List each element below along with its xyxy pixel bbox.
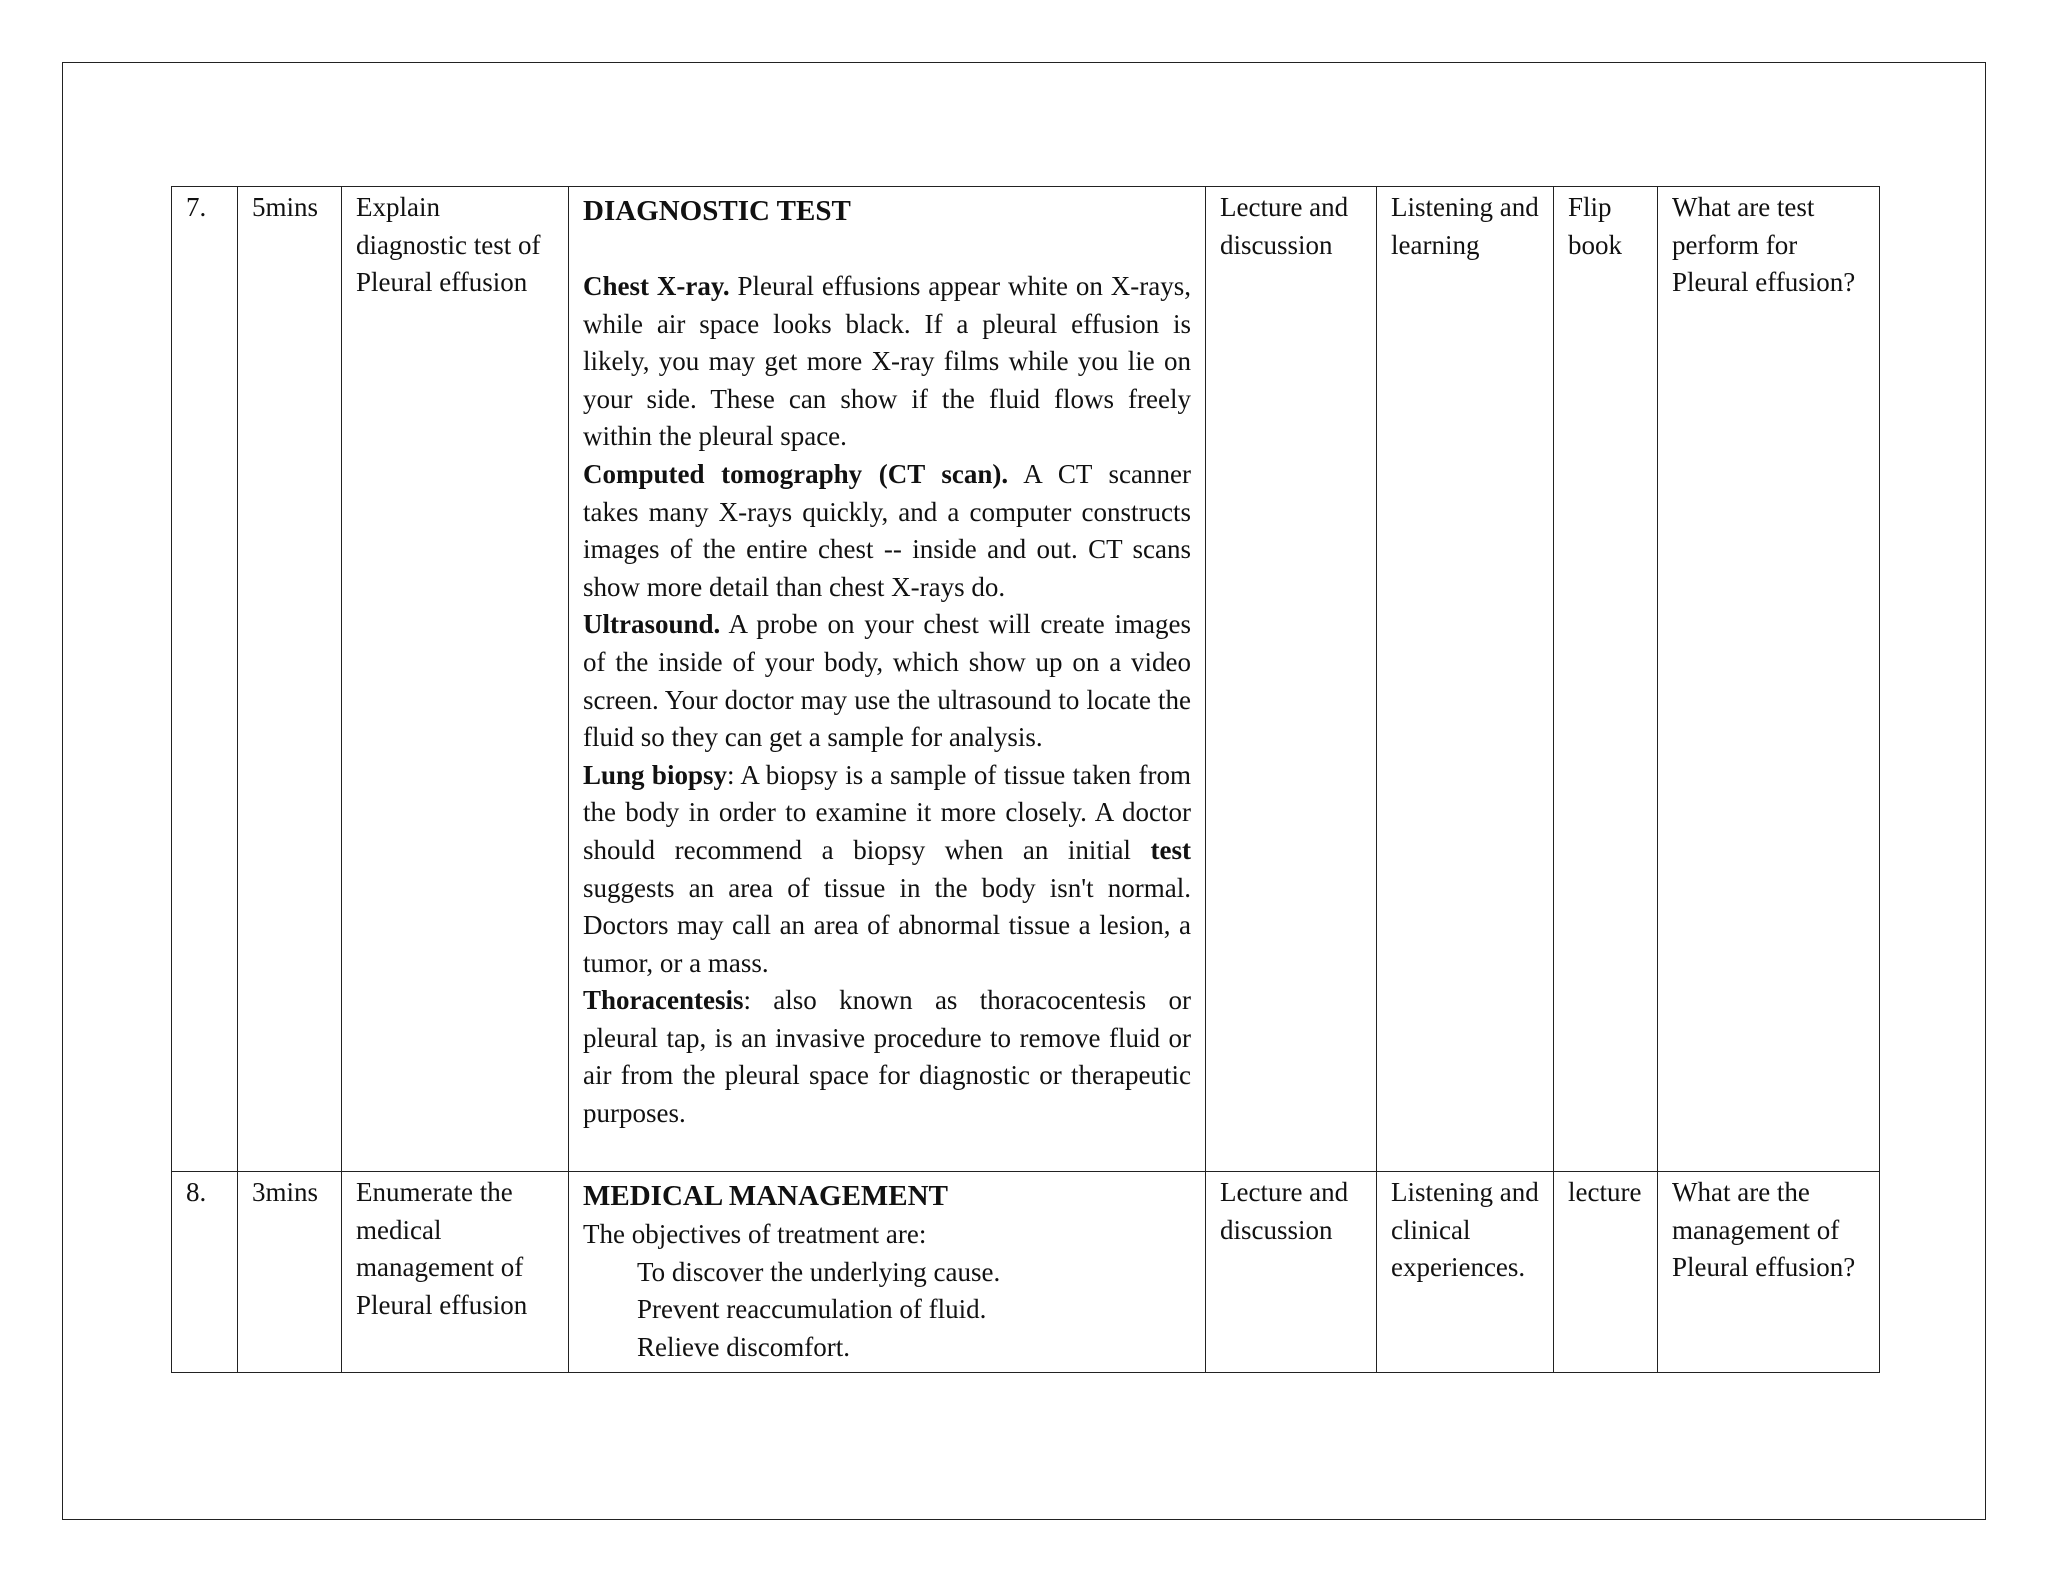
row-content — [569, 187, 1206, 1172]
section-ct-scan: Computed tomography (CT scan). A CT scanner takes many X-rays quickly, and a computer constructs images of the entire chest -- inside and out. CT scans show more detail than chest X-rays do. — [583, 458, 1191, 602]
objective-item: Relieve discomfort. — [637, 1331, 850, 1362]
content-title: DIAGNOSTIC TEST — [583, 195, 851, 227]
row-evaluation: What are test perform for Pleural effusion? — [1658, 187, 1880, 1172]
row-av-aid: lecture — [1554, 1172, 1658, 1373]
row-objective: Explain diagnostic test of Pleural effusion — [342, 187, 569, 1172]
table-row — [172, 1172, 1880, 1373]
row-number: 7. — [172, 187, 238, 1172]
row-teaching-method: Lecture and discussion — [1206, 1172, 1377, 1373]
row-objective: Enumerate the medical management of Pleural effusion — [342, 1172, 569, 1373]
content-intro: The objectives of treatment are: — [583, 1219, 927, 1249]
objective-item: To discover the underlying cause. — [637, 1256, 1001, 1287]
section-lung-biopsy: Lung biopsy: A biopsy is a sample of tissue taken from the body in order to examine it more closely. A doctor should recommend a biopsy when an initial test suggests an area of tissue in the body isn't normal. Doctors may call an area of abnormal tissue a lesion, a tumor, or a mass. — [583, 759, 1191, 978]
row-teaching-method: Lecture and discussion — [1206, 187, 1377, 1172]
section-ultrasound: Ultrasound. A probe on your chest will create images of the inside of your body, which show up on a video screen. Your doctor may use the ultrasound to locate the fluid so they can get a sample for analysis. — [583, 609, 1191, 753]
row-evaluation: What are the management of Pleural effusion? — [1658, 1172, 1880, 1373]
section-chest-xray: Chest X-ray. Pleural effusions appear white on X-rays, while air space looks black. If a pleural effusion is likely, you may get more X-ray films while you lie on your side. These can show if the fluid flows freely within the pleural space. — [583, 271, 1191, 452]
row-learning-activity: Listening and clinical experiences. — [1377, 1172, 1554, 1373]
row-time: 3mins — [238, 1172, 342, 1373]
row-content — [569, 1172, 1206, 1373]
objective-item: Prevent reaccumulation of fluid. — [637, 1294, 987, 1325]
content-title: MEDICAL MANAGEMENT — [583, 1180, 948, 1212]
row-av-aid: Flip book — [1554, 187, 1658, 1172]
row-learning-activity: Listening and learning — [1377, 187, 1554, 1172]
table-row — [172, 187, 1880, 1172]
row-time: 5mins — [238, 187, 342, 1172]
row-number: 8. — [172, 1172, 238, 1373]
section-thoracentesis: Thoracentesis: also known as thoracocentesis or pleural tap, is an invasive procedure to remove fluid or air from the pleural space for diagnostic or therapeutic purposes. — [583, 985, 1191, 1129]
lesson-plan-table — [171, 186, 1880, 1373]
